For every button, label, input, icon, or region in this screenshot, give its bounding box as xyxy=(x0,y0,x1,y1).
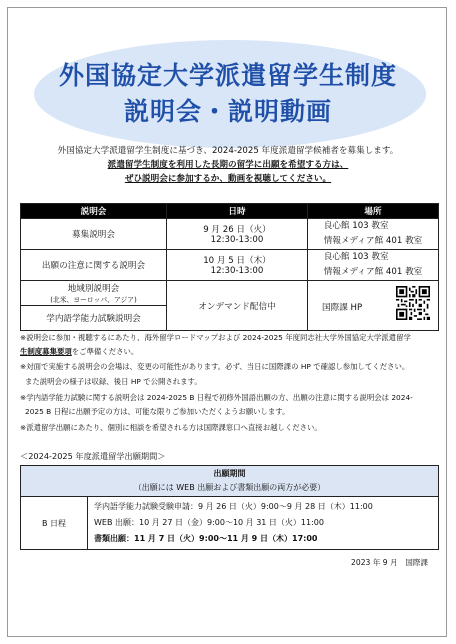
period-info xyxy=(88,497,439,550)
period-line-documents: 書類出願：11 月 7 日（火）9:00～11 月 9 日（木）17:00 xyxy=(94,534,318,543)
note-venue-change: ※対面で実施する説明会の会場は、変更の可能性があります。必ず、当日に国際課の HP で確認し参加してください。 xyxy=(20,362,410,371)
intro-line-2: 派遣留学生制度を利用した長期の留学に出願を希望する方は、 xyxy=(107,160,349,170)
note-roadmap-cont xyxy=(20,346,440,358)
note-language-test: ※学内語学能力試験に関する説明会は 2024-2025 B 日程で初修外国語出願の方、出願の注意に関する説明会は 2024- xyxy=(20,393,413,402)
header-session: 説明会 xyxy=(21,204,167,219)
guidelines-link: 生制度募集要項 xyxy=(20,347,72,356)
period-table xyxy=(20,465,439,550)
footer-issuer: 2023 年 9 月 国際課 xyxy=(351,558,428,567)
session-date: 10 月 5 日（木） xyxy=(203,256,271,266)
table-row xyxy=(21,497,439,550)
session-date: 9 月 26 日（火） xyxy=(203,225,271,235)
regional-session-regions: (北米、ヨーロッパ、アジア) xyxy=(50,296,137,304)
session-time: 12:30-13:00 xyxy=(210,266,264,276)
period-line-test: 学内語学能力試験受験申請：9 月 26 日（火）9:00～9 月 28 日（木）11:00 xyxy=(94,502,373,511)
ondemand-datetime: オンデマンド配信中 xyxy=(167,281,308,331)
table-row xyxy=(21,219,439,250)
session-name: 出願の注意に関する説明会 xyxy=(21,250,167,281)
note-consultation: ※派遣留学出願にあたり、個別に相談を希望される方は国際課窓口へ直接お越しください。 xyxy=(20,423,322,432)
ondemand-place xyxy=(308,281,439,331)
venue-2: 情報メディア館 401 教室 xyxy=(323,236,423,246)
intro-line-1: 外国協定大学派遣留学生制度に基づき、2024-2025 年度派遣留学候補者を募集します。 xyxy=(57,146,399,156)
venue-1: 良心館 103 教室 xyxy=(323,252,389,262)
period-header-title: 出願期間 xyxy=(213,469,246,478)
regional-session-name: 地域別説明会 xyxy=(67,284,120,294)
session-name xyxy=(21,281,167,306)
period-table-header xyxy=(21,466,439,497)
session-table-header xyxy=(21,204,439,219)
note-language-test-cont: 2025 B 日程に出願予定の方は、可能な限りご参加いただくようお願いします。 xyxy=(25,407,290,416)
page-subtitle: 説明会・説明動画 xyxy=(123,97,332,126)
page-title: 外国協定大学派遣留学生制度 xyxy=(58,61,397,90)
ondemand-place-label: 国際課 HP xyxy=(322,303,363,313)
period-label: B 日程 xyxy=(21,497,88,550)
note-recording: また説明会の様子は収録、後日 HP で公開されます。 xyxy=(25,377,202,386)
note-roadmap: ※説明会に参加・視聴するにあたり、海外留学ロードマップおよび 2024-2025 年度同志社大学外国協定大学派遣留学 xyxy=(20,333,411,342)
session-datetime xyxy=(167,250,308,281)
session-place xyxy=(308,250,439,281)
period-header-note: （出願には WEB 出願および書類出願の両方が必要） xyxy=(133,483,326,492)
session-table xyxy=(20,203,439,331)
qr-code-icon[interactable] xyxy=(396,286,430,320)
language-test-session-name: 学内語学能力試験説明会 xyxy=(21,306,167,331)
table-row xyxy=(21,250,439,281)
venue-2: 情報メディア館 401 教室 xyxy=(323,267,423,277)
session-place xyxy=(308,219,439,250)
period-header-cell xyxy=(21,466,439,497)
header-datetime: 日時 xyxy=(167,204,308,219)
session-time: 12:30-13:00 xyxy=(210,235,264,245)
session-name: 募集説明会 xyxy=(21,219,167,250)
venue-1: 良心館 103 教室 xyxy=(323,221,389,231)
header-place: 場所 xyxy=(308,204,439,219)
note-roadmap-tail: をご準備ください。 xyxy=(71,347,139,356)
intro-line-3: ぜひ説明会に参加するか、動画を視聴してください。 xyxy=(124,174,332,184)
period-line-web: WEB 出願：10 月 27 日（金）9:00～10 月 31 日（火）11:00 xyxy=(94,518,324,527)
period-heading: ＜2024-2025 年度派遣留学出願期間＞ xyxy=(20,451,166,461)
table-row xyxy=(21,281,439,306)
session-datetime xyxy=(167,219,308,250)
